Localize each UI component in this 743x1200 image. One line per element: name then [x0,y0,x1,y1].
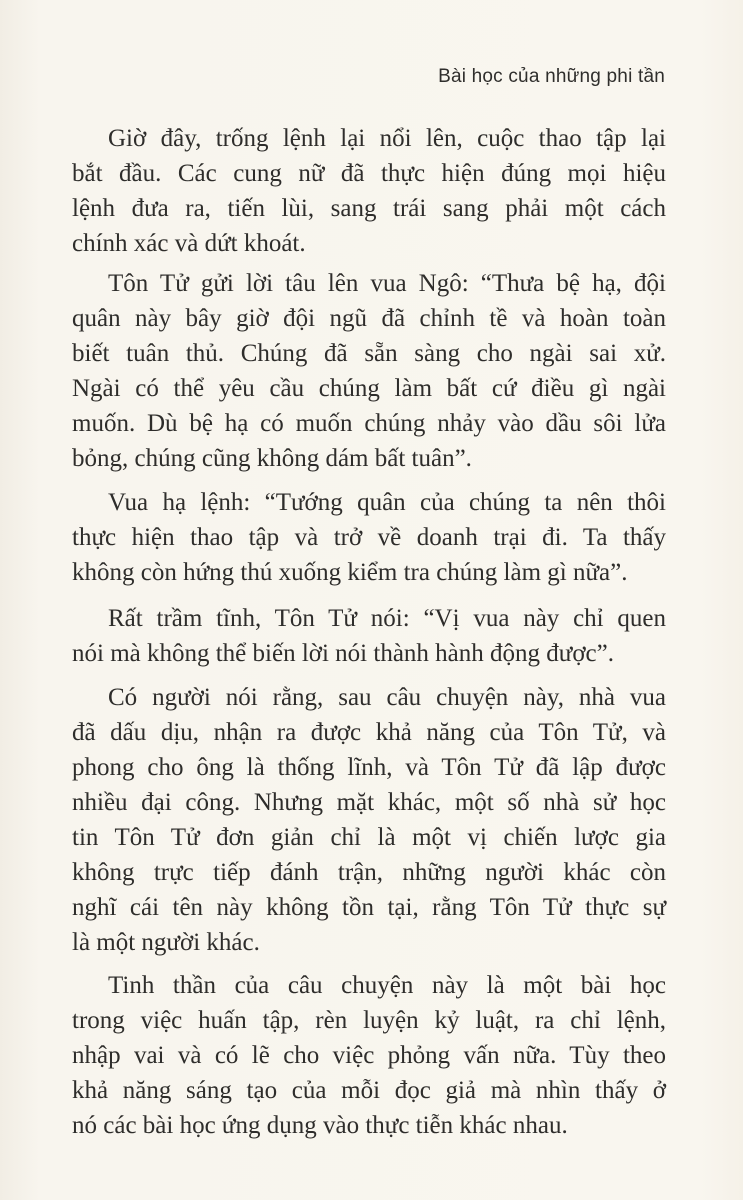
paragraph-line: Rất trầm tĩnh, Tôn Tử nói: “Vị vua này chỉ quen [108,605,666,632]
paragraph-line: chính xác và dứt khoát. [72,230,306,257]
paragraph-line: quân này bây giờ đội ngũ đã chỉnh tề và hoàn toàn [72,305,666,332]
paragraph-line: thực hiện thao tập và trở về doanh trại đi. Ta thấy [72,524,666,551]
paragraph-4 [72,601,666,671]
paragraph-line: bắt đầu. Các cung nữ đã thực hiện đúng mọi hiệu [72,160,666,187]
paragraph-line: trong việc huấn tập, rèn luyện kỷ luật, ra chỉ lệnh, [72,1007,666,1034]
paragraph-line: biết tuân thủ. Chúng đã sẵn sàng cho ngài sai xử. [72,340,666,367]
paragraph-2 [72,266,666,476]
paragraph-5 [72,680,666,960]
paragraph-line: muốn. Dù bệ hạ có muốn chúng nhảy vào dầu sôi lửa [72,410,666,437]
paragraph-line: là một người khác. [72,929,260,956]
paragraph-1 [72,121,666,261]
paragraph-6 [72,968,666,1143]
paragraph-line: Tôn Tử gửi lời tâu lên vua Ngô: “Thưa bệ hạ, đội [108,270,666,297]
paragraph-line: phong cho ông là thống lĩnh, và Tôn Tử đã lập được [72,754,666,781]
paragraph-line: nghĩ cái tên này không tồn tại, rằng Tôn Tử thực sự [72,894,666,921]
paragraph-line: Có người nói rằng, sau câu chuyện này, nhà vua [108,684,666,711]
paragraph-line: lệnh đưa ra, tiến lùi, sang trái sang phải một cách [72,195,666,222]
paragraph-line: Vua hạ lệnh: “Tướng quân của chúng ta nên thôi [108,489,666,516]
paragraph-line: nó các bài học ứng dụng vào thực tiễn khác nhau. [72,1112,568,1139]
paragraph-3 [72,485,666,590]
paragraph-line: tin Tôn Tử đơn giản chỉ là một vị chiến lược gia [72,824,666,851]
paragraph-line: Ngài có thể yêu cầu chúng làm bất cứ điều gì ngài [72,375,666,402]
paragraph-line: đã dấu dịu, nhận ra được khả năng của Tôn Tử, và [72,719,666,746]
running-header: Bài học của những phi tần [438,66,665,87]
paragraph-line: nhiều đại công. Nhưng mặt khác, một số nhà sử học [72,789,666,816]
paragraph-line: khả năng sáng tạo của mỗi đọc giả mà nhìn thấy ở [72,1077,666,1104]
paragraph-line: nhập vai và có lẽ cho việc phỏng vấn nữa. Tùy theo [72,1042,666,1069]
paragraph-line: không còn hứng thú xuống kiểm tra chúng làm gì nữa”. [72,559,628,586]
paragraph-line: Giờ đây, trống lệnh lại nổi lên, cuộc thao tập lại [108,125,666,152]
paragraph-line: Tinh thần của câu chuyện này là một bài học [108,972,666,999]
paragraph-line: bỏng, chúng cũng không dám bất tuân”. [72,445,472,472]
paragraph-line: nói mà không thể biến lời nói thành hành động được”. [72,640,614,667]
paragraph-line: không trực tiếp đánh trận, những người khác còn [72,859,666,886]
